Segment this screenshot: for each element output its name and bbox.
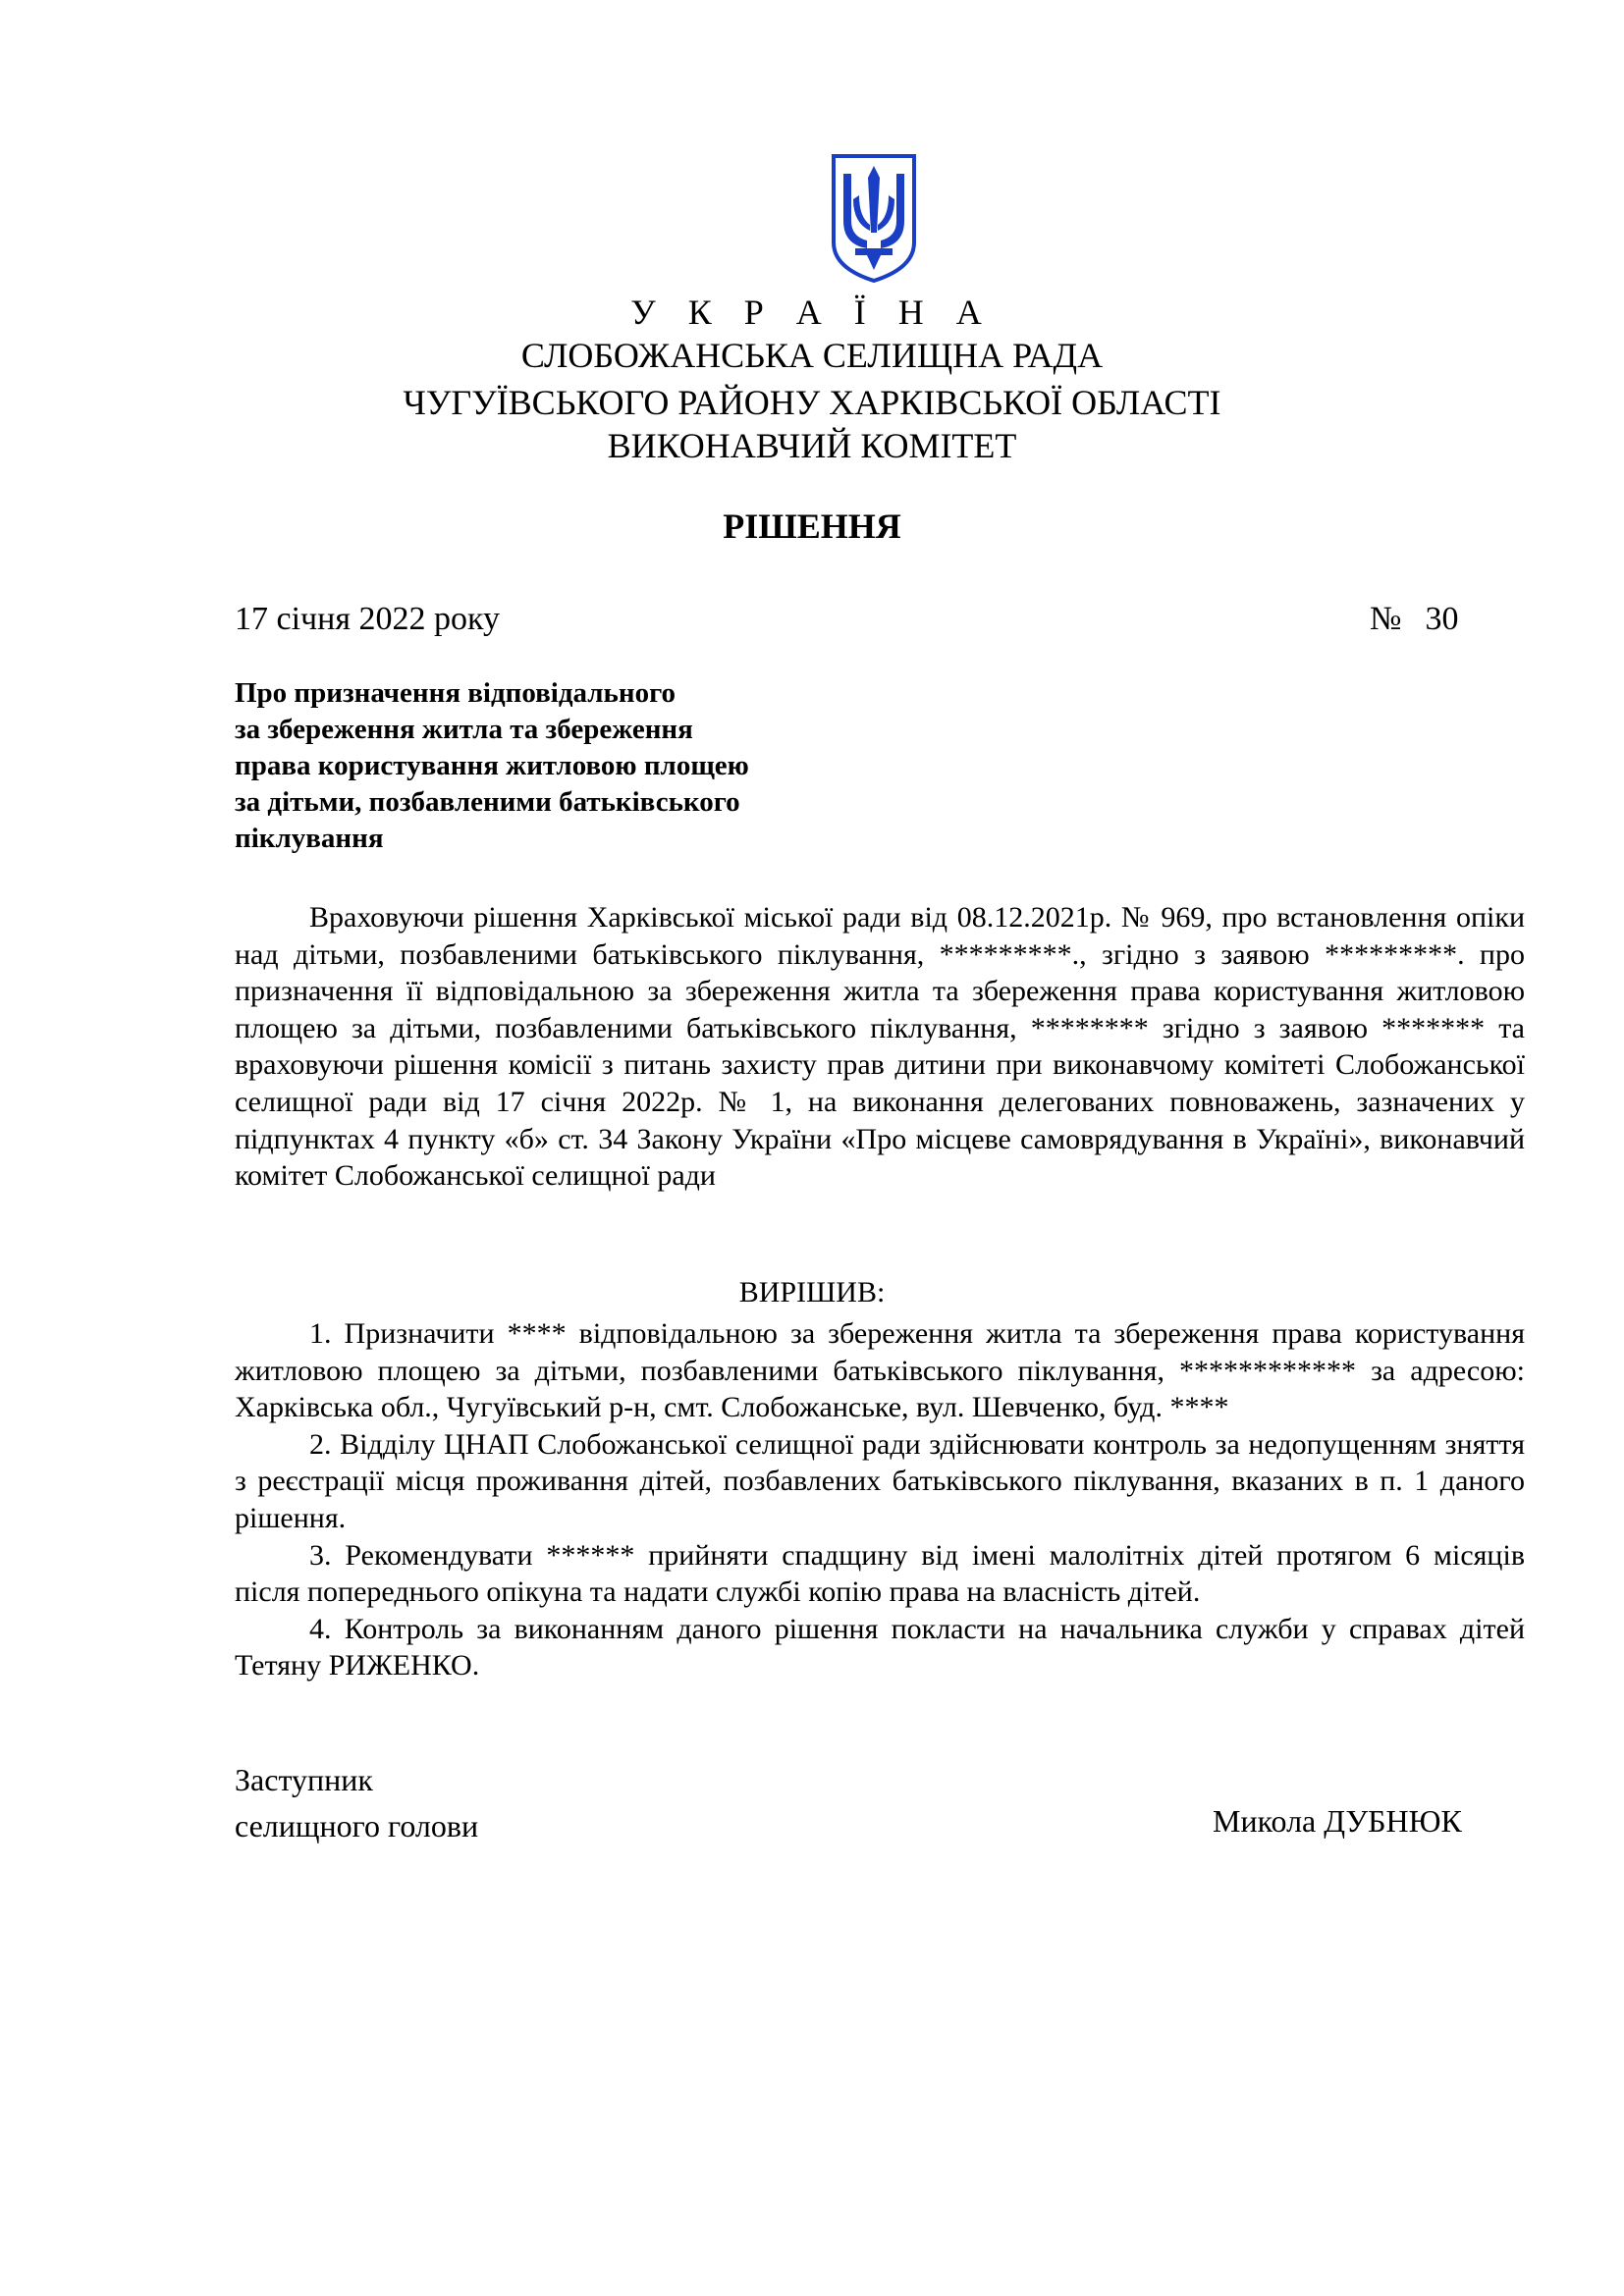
preamble-section (235, 899, 1525, 1195)
resolution-item: 2. Відділу ЦНАП Слобожанської селищної ради здійснювати контроль за недопущенням зняття з реєстрації місця проживання дітей, позбавлених батьківського піклування, вказаних в п. 1 даного рішення. (235, 1427, 1525, 1534)
subject-line: за збереження житла та збереження (235, 714, 693, 745)
tryzub-coat-of-arms-icon (830, 152, 918, 285)
subject-line: права користування житловою площею (235, 750, 749, 781)
header-country: У К Р А Ї Н А (630, 293, 994, 332)
subject-line: за дітьми, позбавленими батьківського (235, 786, 740, 818)
signatory-position (235, 1757, 478, 1849)
document-title: РІШЕННЯ (723, 507, 901, 546)
header-committee: ВИКОНАВЧИЙ КОМІТЕТ (607, 426, 1017, 465)
position-line: Заступник (235, 1762, 373, 1797)
subject-line: піклування (235, 823, 384, 854)
signatory-name: Микола ДУБНЮК (1213, 1803, 1462, 1839)
resolved-heading: ВИРІШИВ: (738, 1276, 886, 1308)
header-district: ЧУГУЇВСЬКОГО РАЙОНУ ХАРКІВСЬКОЇ ОБЛАСТІ (403, 383, 1221, 422)
resolution-item: 4. Контроль за виконанням даного рішення покласти на начальника служби у справах дітей Тетяну РИЖЕНКО. (235, 1612, 1525, 1682)
subject-line: Про призначення відповідального (235, 677, 677, 709)
decision-date: 17 січня 2022 року (235, 601, 501, 637)
header-council: СЛОБОЖАНСЬКА СЕЛИЩНА РАДА (520, 336, 1104, 375)
resolution-items (235, 1315, 1525, 1684)
position-line: селищного голови (235, 1808, 479, 1843)
resolution-item: 3. Рекомендувати ****** прийняти спадщину від імені малолітніх дітей протягом 6 місяців після попереднього опікуна та надати службі копію права на власність дітей. (235, 1538, 1525, 1609)
preamble-paragraph: Враховуючи рішення Харківської міської ради від 08.12.2021р. № 969, про встановлення опіки над дітьми, позбавленими батьківського піклування, *********., згідно з заявою *********. про призначення її відповідальною за збереження житла та збереження права користування житловою площею за дітьми, позбавленими батьківського піклування, ******** згідно з заявою ******* та враховуючи рішення комісії з питань захисту прав дитини при виконавчому комітеті Слобожанської селищної ради від 17 січня 2022р. № 1, на виконання делегованих повноважень, зазначених у підпунктах 4 пункту «б» ст. 34 Закону України «Про місцеве самоврядування в Україні», виконавчий комітет Слобожанської селищної ради (235, 901, 1525, 1193)
number-sign: № (1370, 601, 1402, 637)
resolution-item: 1. Призначити **** відповідальною за збереження житла та збереження права користування житловою площею за дітьми, позбавленими батьківського піклування, ************ за адресою: Харківська обл., Чугуївський р-н, смт. Слобожанське, вул. Шевченко, буд. **** (235, 1317, 1525, 1424)
decision-number (1370, 601, 1488, 638)
number-value: 30 (1425, 601, 1459, 637)
decision-subject (235, 675, 824, 857)
